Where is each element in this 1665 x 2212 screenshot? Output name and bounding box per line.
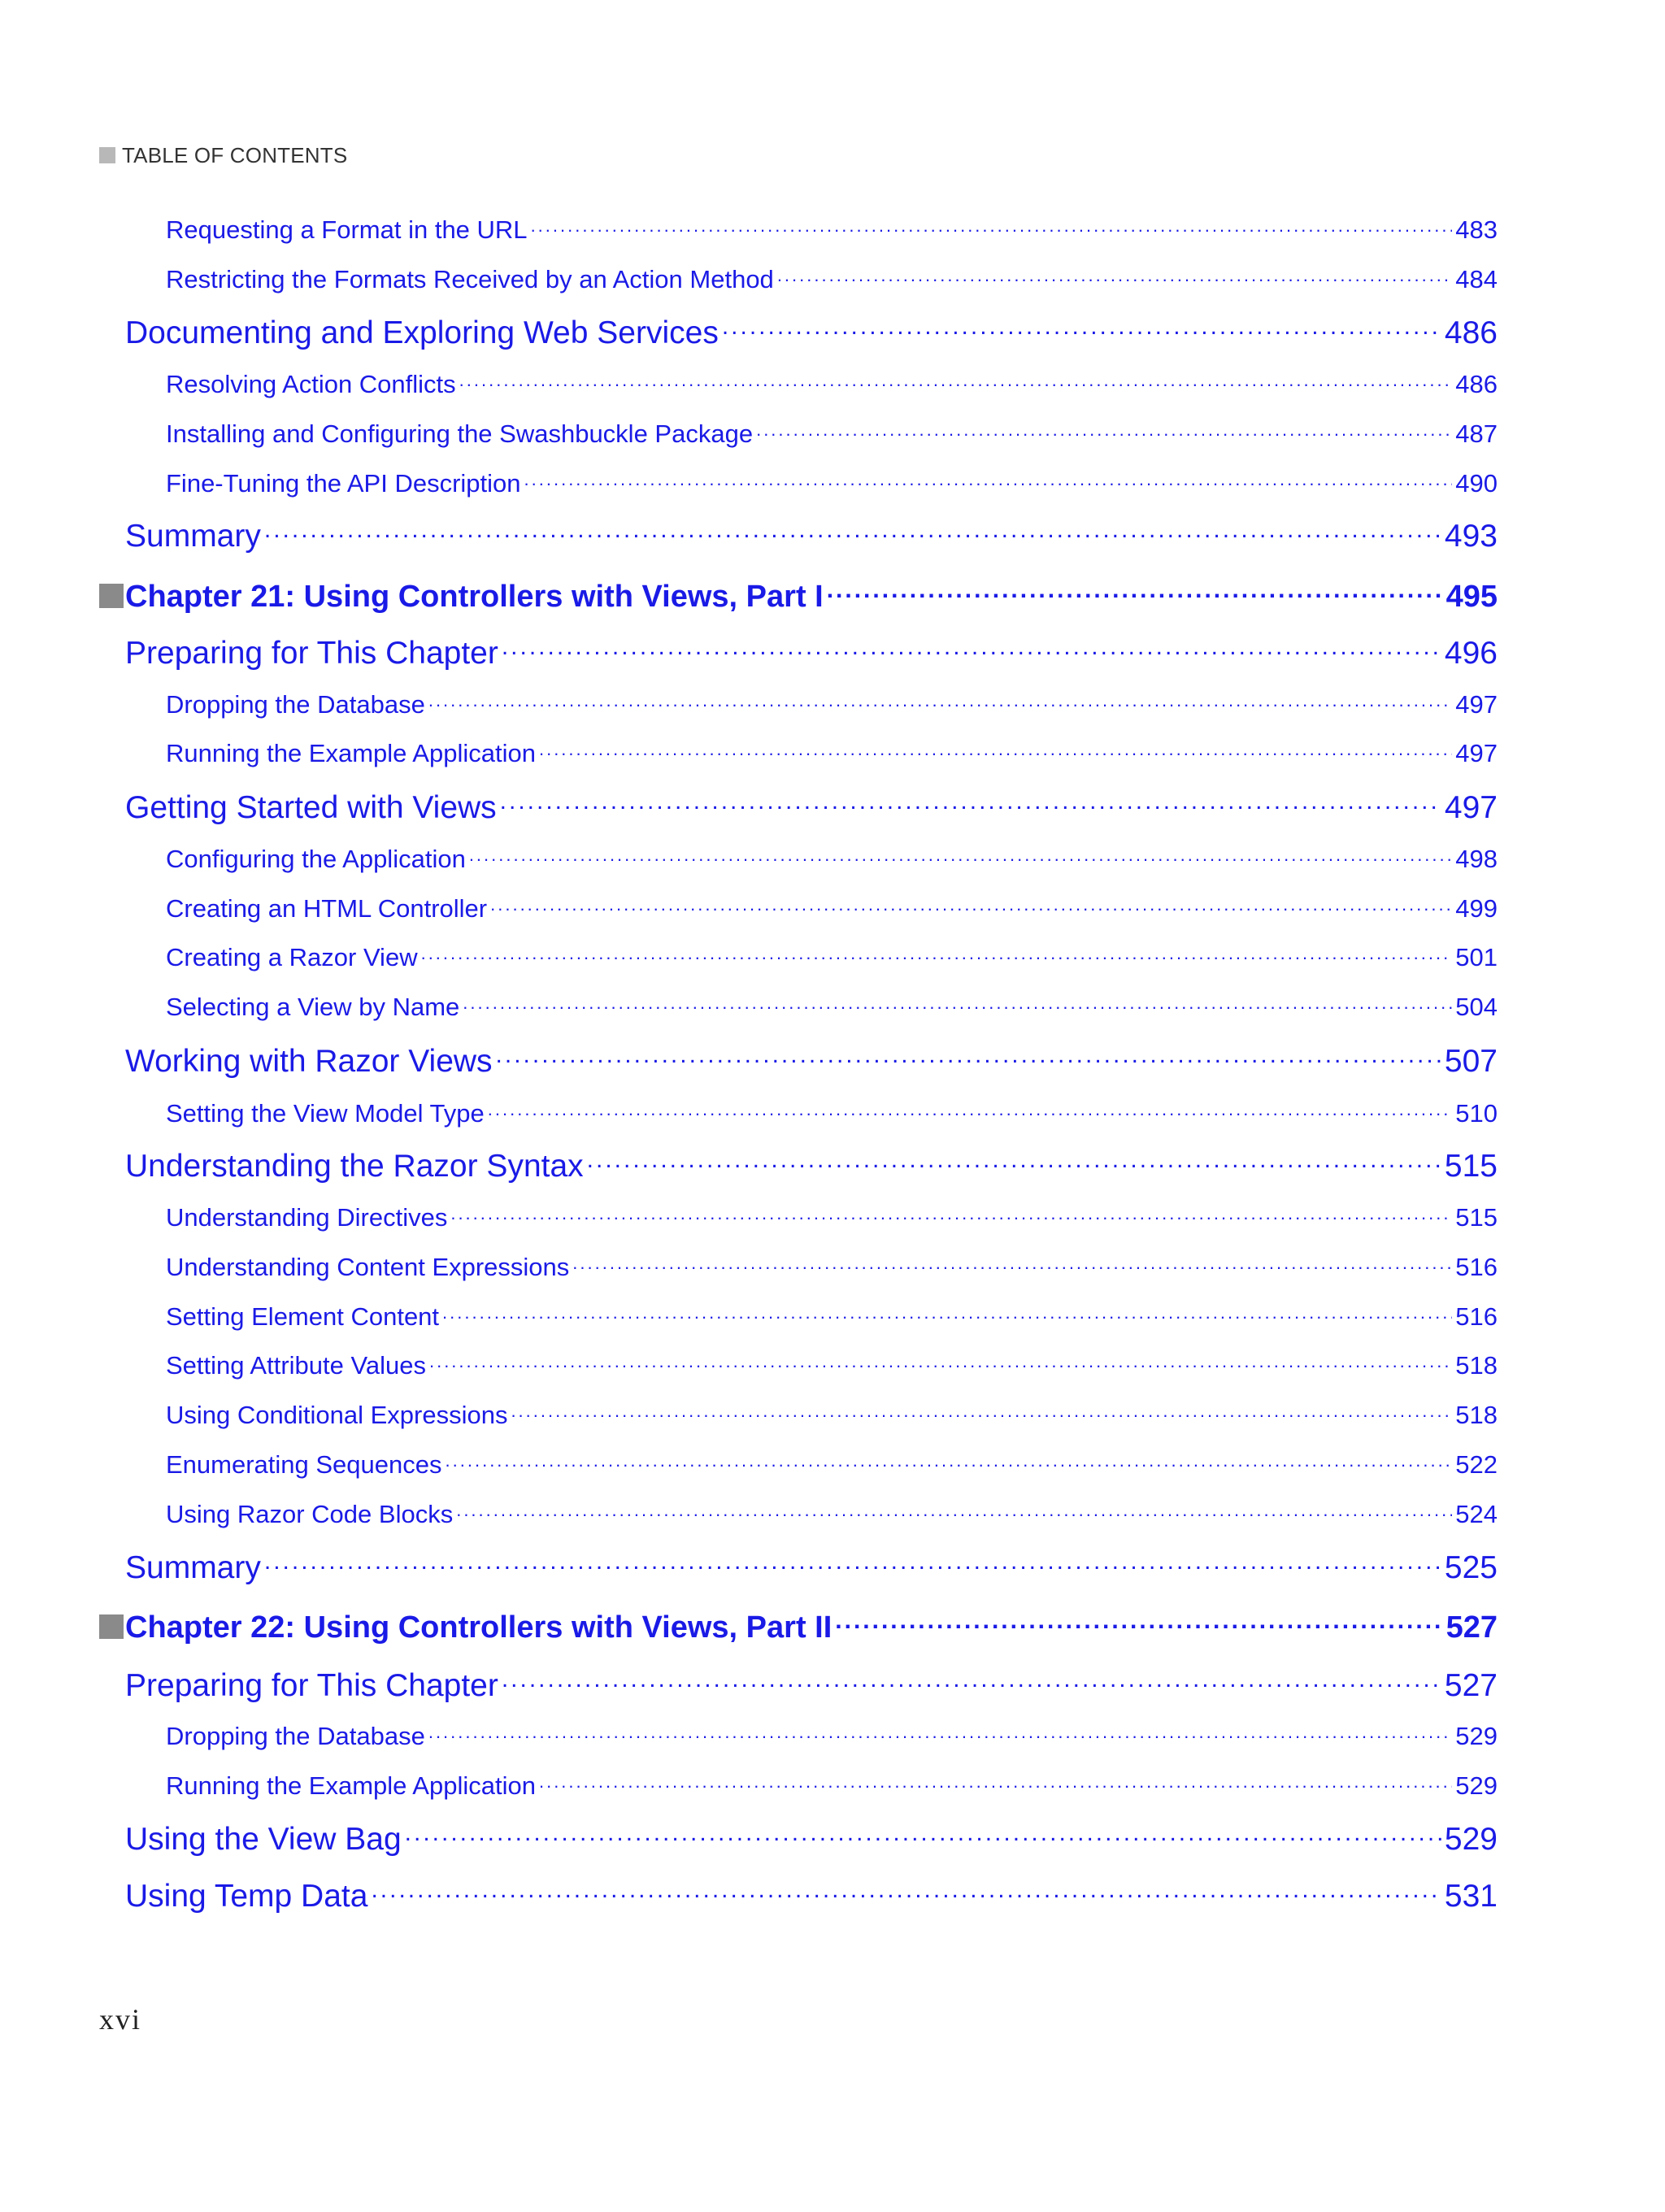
- toc-entry-title: Setting Element Content: [166, 1302, 440, 1331]
- toc-entry-sub[interactable]: [166, 1497, 1498, 1530]
- dot-leader: [500, 786, 1441, 818]
- toc-entry-page: 531: [1444, 1879, 1498, 1914]
- toc-entry-page: 501: [1455, 943, 1498, 971]
- toc-entry-page: 522: [1455, 1450, 1498, 1479]
- toc-entry-page: 510: [1455, 1099, 1498, 1128]
- toc-entry-page: 515: [1455, 1203, 1498, 1232]
- dot-leader: [524, 467, 1453, 492]
- toc-entry-title: Preparing for This Chapter: [125, 636, 498, 671]
- dot-leader: [446, 1448, 1453, 1473]
- toc-entry-page: 529: [1455, 1722, 1498, 1750]
- toc-entry-title: Summary: [125, 1550, 261, 1585]
- toc-entry-sub[interactable]: [166, 941, 1498, 973]
- toc-entry-section[interactable]: [125, 1818, 1498, 1858]
- toc-entry-section[interactable]: [125, 515, 1498, 555]
- dot-leader: [264, 515, 1441, 546]
- toc-entry-sub[interactable]: [166, 1300, 1498, 1332]
- toc-entry-sub[interactable]: [166, 1349, 1498, 1381]
- running-head-text: TABLE OF CONTENTS: [122, 142, 348, 167]
- dot-leader: [450, 1201, 1452, 1226]
- dot-leader: [496, 1040, 1441, 1071]
- toc-entry-page: 504: [1455, 993, 1498, 1021]
- toc-entry-title: Dropping the Database: [166, 690, 425, 719]
- toc-entry-title: Enumerating Sequences: [166, 1450, 442, 1479]
- toc-entry-sub[interactable]: [166, 1398, 1498, 1431]
- dot-leader: [405, 1818, 1441, 1849]
- toc-entry-page: 486: [1455, 370, 1498, 398]
- section-marker-icon: [99, 147, 115, 163]
- toc-entry-page: 497: [1444, 790, 1498, 825]
- dot-leader: [531, 213, 1453, 238]
- toc-entry-sub[interactable]: [166, 1250, 1498, 1283]
- toc-entry-page: 518: [1455, 1401, 1498, 1429]
- toc-entry-title: Setting the View Model Type: [166, 1099, 485, 1128]
- toc-entry-section[interactable]: [125, 786, 1498, 827]
- toc-entry-title: Summary: [125, 519, 261, 554]
- dot-leader: [421, 941, 1453, 966]
- toc-entry-page: 490: [1455, 469, 1498, 498]
- toc-entry-page: 497: [1455, 690, 1498, 719]
- toc-entry-title: Using Razor Code Blocks: [166, 1500, 454, 1528]
- toc-entry-section[interactable]: [125, 1664, 1498, 1705]
- toc-entry-chapter[interactable]: [99, 1606, 1498, 1647]
- dot-leader: [827, 576, 1443, 606]
- toc-entry-page: 529: [1444, 1822, 1498, 1857]
- toc-entry-title: Understanding Content Expressions: [166, 1253, 570, 1281]
- toc-entry-title: Creating a Razor View: [166, 943, 418, 971]
- dot-leader: [488, 1097, 1452, 1122]
- toc-entry-sub[interactable]: [166, 737, 1498, 769]
- dot-leader: [502, 1664, 1441, 1696]
- dot-leader: [428, 688, 1452, 713]
- toc-entry-title: Getting Started with Views: [125, 790, 497, 825]
- dot-leader: [756, 417, 1452, 442]
- toc-entry-page: 486: [1444, 315, 1498, 350]
- dot-leader: [463, 990, 1452, 1015]
- toc-entry-sub[interactable]: [166, 990, 1498, 1023]
- toc-entry-page: 515: [1444, 1149, 1498, 1184]
- dot-leader: [777, 263, 1452, 288]
- toc-entry-title: Running the Example Application: [166, 1771, 536, 1800]
- toc-entry-sub[interactable]: [166, 263, 1498, 295]
- dot-leader: [429, 1349, 1452, 1374]
- toc-entry-sub[interactable]: [166, 1201, 1498, 1233]
- dot-leader: [459, 367, 1453, 393]
- toc-entry-sub[interactable]: [166, 1097, 1498, 1129]
- toc-entry-page: 525: [1444, 1550, 1498, 1585]
- dot-leader: [722, 311, 1441, 343]
- toc-entry-title: Selecting a View by Name: [166, 993, 460, 1021]
- toc-entry-title: Configuring the Application: [166, 845, 466, 873]
- toc-entry-section[interactable]: [125, 1040, 1498, 1080]
- toc-entry-sub[interactable]: [166, 467, 1498, 499]
- chapter-marker-icon: [99, 584, 124, 608]
- toc-entry-page: 524: [1455, 1500, 1498, 1528]
- toc-entry-title: Using the View Bag: [125, 1822, 402, 1857]
- toc-entry-page: 484: [1455, 265, 1498, 293]
- toc-entry-title: Requesting a Format in the URL: [166, 215, 528, 244]
- toc-entry-page: 527: [1445, 1610, 1498, 1645]
- toc-entry-sub[interactable]: [166, 1719, 1498, 1752]
- toc-entry-page: 495: [1445, 580, 1498, 614]
- toc-entry-page: 496: [1444, 636, 1498, 671]
- toc-entry-sub[interactable]: [166, 213, 1498, 246]
- toc-entry-title: Understanding Directives: [166, 1203, 448, 1232]
- toc-entry-page: 497: [1455, 739, 1498, 767]
- toc-entry-title: Preparing for This Chapter: [125, 1668, 498, 1703]
- chapter-marker-icon: [99, 1614, 124, 1639]
- dot-leader: [835, 1606, 1442, 1637]
- dot-leader: [490, 892, 1452, 917]
- toc-entry-page: 498: [1455, 845, 1498, 873]
- dot-leader: [264, 1546, 1441, 1578]
- dot-leader: [442, 1300, 1452, 1325]
- dot-leader: [587, 1145, 1441, 1176]
- toc-entry-title: Installing and Configuring the Swashbuckle Package: [166, 419, 754, 448]
- toc-entry-page: 499: [1455, 894, 1498, 923]
- toc-entry-title: Using Temp Data: [125, 1879, 368, 1914]
- toc-entry-title: Working with Razor Views: [125, 1044, 493, 1079]
- toc-entry-title: Creating an HTML Controller: [166, 894, 488, 923]
- toc-entry-sub[interactable]: [166, 367, 1498, 400]
- toc-entry-chapter[interactable]: [99, 576, 1498, 616]
- toc-entry-sub[interactable]: [166, 417, 1498, 450]
- dot-leader: [539, 1769, 1452, 1794]
- dot-leader: [456, 1497, 1452, 1523]
- toc-entry-title: Dropping the Database: [166, 1722, 425, 1750]
- dot-leader: [511, 1398, 1452, 1423]
- toc-entry-page: 507: [1444, 1044, 1498, 1079]
- toc-entry-page: 493: [1444, 519, 1498, 554]
- toc-entry-title: Using Conditional Expressions: [166, 1401, 508, 1429]
- toc-entry-sub[interactable]: [166, 1769, 1498, 1801]
- running-head: [99, 143, 347, 167]
- toc-entry-page: 529: [1455, 1771, 1498, 1800]
- dot-leader: [371, 1875, 1441, 1906]
- toc-entry-section[interactable]: [125, 1875, 1498, 1915]
- dot-leader: [428, 1719, 1452, 1745]
- toc-entry-section[interactable]: [125, 1145, 1498, 1185]
- toc-entry-sub[interactable]: [166, 688, 1498, 720]
- toc-entry-page: 483: [1455, 215, 1498, 244]
- toc-entry-title: Setting Attribute Values: [166, 1351, 426, 1380]
- toc-entry-section[interactable]: [125, 1546, 1498, 1587]
- toc-entry-page: 527: [1444, 1668, 1498, 1703]
- dot-leader: [469, 842, 1452, 867]
- toc-entry-sub[interactable]: [166, 1448, 1498, 1480]
- toc-entry-section[interactable]: [125, 311, 1498, 352]
- toc-entry-title: Chapter 21: Using Controllers with Views, Part I: [125, 580, 824, 614]
- toc-entry-page: 516: [1455, 1253, 1498, 1281]
- toc-entry-title: Chapter 22: Using Controllers with Views, Part II: [125, 1610, 832, 1645]
- dot-leader: [539, 737, 1452, 762]
- toc-entry-title: Documenting and Exploring Web Services: [125, 315, 719, 350]
- page-number: xvi: [99, 2003, 142, 2036]
- toc-entry-page: 487: [1455, 419, 1498, 448]
- toc-entry-title: Restricting the Formats Received by an Action Method: [166, 265, 774, 293]
- dot-leader: [502, 632, 1441, 663]
- toc-entry-page: 518: [1455, 1351, 1498, 1380]
- toc-entry-title: Resolving Action Conflicts: [166, 370, 456, 398]
- toc-entry-title: Understanding the Razor Syntax: [125, 1149, 584, 1184]
- toc-entry-sub[interactable]: [166, 842, 1498, 875]
- toc-entry-sub[interactable]: [166, 892, 1498, 924]
- toc-entry-page: 516: [1455, 1302, 1498, 1331]
- dot-leader: [572, 1250, 1452, 1275]
- toc-entry-title: Fine-Tuning the API Description: [166, 469, 521, 498]
- toc-entry-section[interactable]: [125, 632, 1498, 672]
- toc-entry-title: Running the Example Application: [166, 739, 536, 767]
